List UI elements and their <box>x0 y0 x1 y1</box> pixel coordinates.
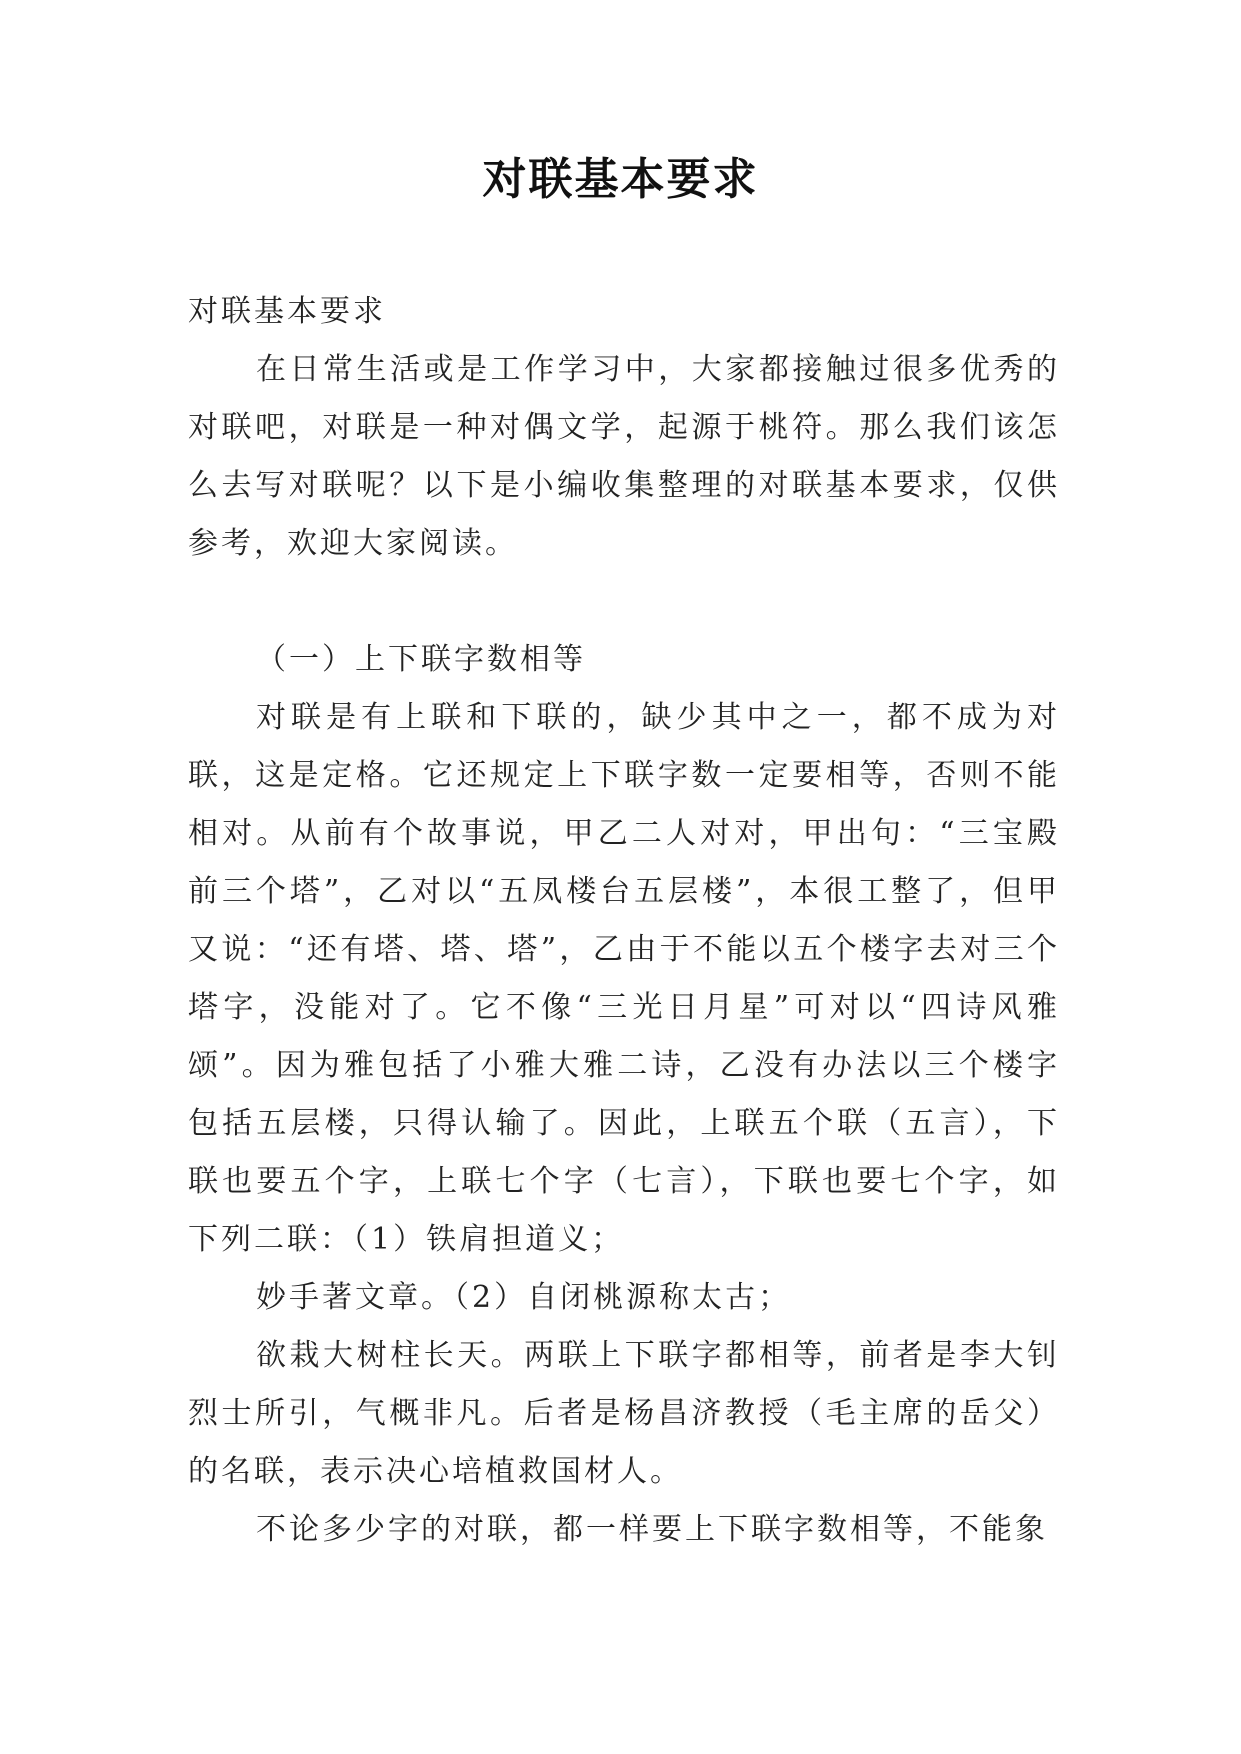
intro-paragraph: 在日常生活或是工作学习中，大家都接触过很多优秀的对联吧，对联是一种对偶文学，起源于桃符。那么我们该怎么去写对联呢？以下是小编收集整理的对联基本要求，仅供参考，欢迎大家阅读。 <box>188 352 1060 561</box>
body-paragraph: 欲栽大树柱长天。两联上下联字都相等，前者是李大钊烈士所引，气概非凡。后者是杨昌济教授（毛主席的岳父）的名联，表示决心培植救国材人。 <box>188 1338 1060 1489</box>
body-paragraph: 不论多少字的对联，都一样要上下联字数相等，不能象 <box>256 1512 1048 1547</box>
body-paragraph: 妙手著文章。（2）自闭桃源称太古； <box>256 1280 792 1315</box>
document-title: 对联基本要求 <box>482 154 759 205</box>
document-subtitle: 对联基本要求 <box>188 294 386 329</box>
paragraph-spacer <box>188 573 1060 631</box>
section-heading: （一）上下联字数相等 <box>256 642 586 677</box>
document-body <box>188 283 1060 1559</box>
body-paragraph: 对联是有上联和下联的，缺少其中之一，都不成为对联，这是定格。它还规定上下联字数一定要相等，否则不能相对。从前有个故事说，甲乙二人对对，甲出句：“三宝殿前三个塔”，乙对以“五凤楼台五层楼”，本很工整了，但甲又说：“还有塔、塔、塔”，乙由于不能以五个楼字去对三个塔字，没能对了。它不像“三光日月星”可对以“四诗风雅颂”。因为雅包括了小雅大雅二诗，乙没有办法以三个楼字包括五层楼，只得认输了。因此，上联五个联（五言），下联也要五个字，上联七个字（七言），下联也要七个字，如下列二联：（1）铁肩担道义； <box>188 700 1060 1257</box>
